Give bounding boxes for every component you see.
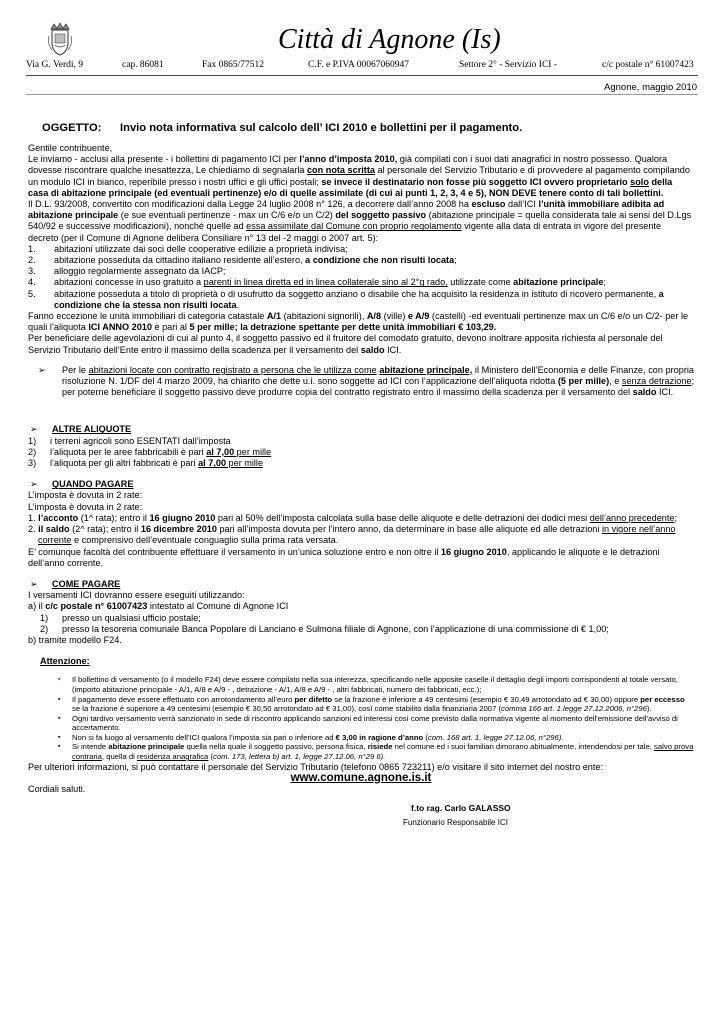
payment-option-b: b) tramite modello F24. xyxy=(28,634,122,645)
acconto-item: 1. l’acconto (1^ rata); entro il 16 giugno 2010 pari al 50% dell’imposta calcolata sulla base delle aliquote e delle detrazioni dei dodici mesi dell’anno precedente; xyxy=(28,512,678,523)
list-item: ▪ Ogni tardivo versamento verrà sanzionato in sede di riscontro applicando sanzioni ed interessi così come previsto dalla normativa vigente al momento dell'emissione dell'avviso di accertamento. xyxy=(58,713,678,733)
bullet-icon: ▪ xyxy=(58,695,61,703)
single-payment-note: E’ comunque facoltà del contribuente effettuare il versamento in un’unica soluzione entro e non oltre il 16 giugno 2010, applicando le aliquote e le detrazioni dell’anno corrente. xyxy=(28,546,660,568)
list-item: ▪ Il bollettino di versamento (o il modello F24) deve essere compilato nella sua interezza, specificando nelle apposite caselle il dettaglio degli importi corrispondenti al totale versato, (importo abitazione principale - A/1, A/8 e A/9 - , detrazione - A/1, A/8 e A/9 - , altri fabbricati, numero dei fabbricati, ecc.); xyxy=(58,675,678,694)
benefit-paragraph: Per beneficiare delle agevolazioni di cui al punto 4, il soggetto passivo ed il fruitore del comodato gratuito, devono inoltrare apposita richiesta al personale del Servizio Tributario dell’Ente entro il massimo della scadenza per il versamento del saldo ICI. xyxy=(28,333,663,355)
list-item: 3) l’aliquota per gli altri fabbricati è pari al 7,00 per mille xyxy=(28,458,264,469)
coat-of-arms-icon xyxy=(46,22,74,56)
subject-text: Invio nota informativa sul calcolo dell’ ICI 2010 e bollettini per il pagamento. xyxy=(120,122,523,134)
quando-pagare-heading: ➢ QUANDO PAGARE xyxy=(30,479,134,490)
letter-body xyxy=(28,143,694,829)
rented-note: ➢ Per le abitazioni locate con contratto registrato a persona che le utilizza come abitazione principale, il Ministero dell’Economia e delle Finanze, con propria risoluzione N. 1/DF del 4 marzo 2009, ha chiarito che dette u.i. sono soggette ad ICI con l’applicazione dell’aliquota ridotta (5 per mille), e senza detrazione; per poterne beneficiare il soggetto passivo deve produrre copia del contratto registrato entro il massimo della scadenza per il versamento del saldo ICI. xyxy=(38,364,694,398)
bullet-icon: ▪ xyxy=(58,676,61,684)
salutation: Gentile contribuente, xyxy=(28,143,113,153)
bullet-icon: ▪ xyxy=(58,714,61,722)
list-item: 2) l’aliquota per le aree fabbricabili è pari al 7,00 per mille xyxy=(28,446,272,457)
sector: Settore 2° - Servizio ICI - xyxy=(459,60,557,70)
address: Via G. Verdi, 9 xyxy=(26,60,84,70)
bullet-icon: ▪ xyxy=(58,743,61,751)
subject-label: OGGETTO: xyxy=(42,122,102,134)
exceptions-paragraph: Fanno eccezione le unità immobiliari di categoria catastale A/1 (abitazioni signorili), A/8 (ville) e A/9 (castelli) -ed eventuali pertinenze max un C/6 e/o un C/2- per le quali l’aliquota ICI ANNO 2010 è pari al 5 per mille; la detrazione spettante per dette unità immobiliari € 103,29. xyxy=(28,311,689,333)
list-item: 3. alloggio regolarmente assegnato da IACP; xyxy=(28,266,226,277)
intro-paragraph: Le inviamo - acclusi alla presente - i bollettini di pagamento ICI per l’anno d’imposta 2010, già compilati con i suoi dati anagrafici in nostro possesso. Qualora dovesse riscontrare qualche inesattezza, Le chiediamo di segnalarla con nota scritta al personale del Servizio Tributario e di provvedere al pagamento compilando un modulo ICI in bianco, reperibile presso i nostri uffici e gli uffici postali; se invece il destinatario non fosse più soggetto ICI ovvero proprietario solo della casa di abitazione principale (ed eventuali pertinenze) e/o di quelle assimilate (di cui ai punti 1, 2, 3, 4 e 5), NON DEVE tenere conto di tali bollettini. xyxy=(28,154,690,198)
fax-number: Fax 0865/77512 xyxy=(202,60,265,70)
come-pagare-heading: ➢ COME PAGARE xyxy=(30,578,121,589)
signature-name: f.to rag. Carlo GALASSO xyxy=(411,803,511,814)
bullet-icon: ▪ xyxy=(58,733,61,741)
payment-option-a: a) il c/c postale n° 61007423 intestato al Comune di Agnone ICI xyxy=(28,601,289,612)
arrow-icon: ➢ xyxy=(38,364,46,375)
list-item: 1. abitazioni utilizzate dai soci delle cooperative edilizie a proprietà indivisa; xyxy=(28,243,348,254)
list-item: 2. abitazione posseduta da cittadino italiano residente all’estero, a condizione che non risulti locata; xyxy=(28,255,457,266)
list-item: 5. abitazione posseduta a titolo di proprietà o di usufrutto da soggetto anziano o disabile che ha acquisito la residenza in istituto di ricovero permanente, a condizione che la stessa non risulti locata. xyxy=(28,288,664,310)
list-item: ▪ Non si fa luogo al versamento dell’ICI qualora l’imposta sia pari o inferiore ad € 3,00 in ragione d’anno (com. 168 art. 1, legge 27.12.06, n°296). xyxy=(58,732,564,742)
payment-sub-option: 1) presso un qualsiasi ufficio postale; xyxy=(40,612,201,623)
arrow-icon: ➢ xyxy=(30,424,38,435)
website-link[interactable]: www.comune.agnone.is.it xyxy=(290,771,432,784)
assimilated-list xyxy=(28,244,694,311)
law-paragraph: Il D.L. 93/2008, convertito con modificazioni dalla Legge 24 luglio 2008 n° 126, a decorrere dall’anno 2008 ha escluso dall’ICI l’unità immobiliare adibita ad abitazione principale (e sue eventuali pertinenze - max un C/6 e/o un C/2) del soggetto passivo (abitazione principale = quella considerata tale ai sensi del D.Lgs 540/92 e successive modificazioni), nonché quelle ad essa assimilate dal Comune con proprio regolamento vigente alla data di entrata in vigore del presente decreto (per il Comune di Agnone delibera Consiliare n° 13 del -2 maggi o 2007 art. 5): xyxy=(28,199,692,243)
saldo-item: 2. il saldo (2^ rata); entro il 16 dicembre 2010 pari all’imposta dovuta per l’intero anno, da determinare in base alle aliquote ed alle detrazioni in vigore nell’anno corrente e comprensivo dell’eventuale conguaglio sulla prima rata versata. xyxy=(28,524,676,546)
attention-heading: Attenzione: xyxy=(40,656,90,667)
closing-greeting: Cordiali saluti. xyxy=(28,784,86,795)
header-divider-2 xyxy=(26,94,698,95)
list-item: ▪ Si intende abitazione principale quella nella quale il soggetto passivo, persona fisica, risiede nel comune ed i suoi familiari dimorano abitualmente, intendendosi per tale, salvo prova contraria, quella di residenza anagrafica (com. 173, lettera b) art. 1, legge 27.12.06, n°29 6). xyxy=(58,742,694,762)
header-divider xyxy=(26,75,698,76)
payment-intro: I versamenti ICI dovranno essere eseguiti utilizzando: xyxy=(28,590,245,601)
list-item: 4. abitazioni concesse in uso gratuito a parenti in linea diretta ed in linea collaterale sino al 2°g rado, utilizzate come abitazione principale; xyxy=(28,277,606,288)
postal-code: cap. 86081 xyxy=(122,60,164,70)
signature-role: Funzionario Responsabile ICI xyxy=(403,818,508,828)
postal-account: c/c postale n° 61007423 xyxy=(602,60,694,70)
tax-code: C.F. e P.IVA 00067060947 xyxy=(308,60,409,70)
altre-aliquote-heading: ➢ ALTRE ALIQUOTE xyxy=(30,424,132,435)
payment-sub-option: 2) presso la tesoreria comunale Banca Popolare di Lanciano e Sulmona filiale di Agnone, con l’applicazione di una commissione di € 1,00; xyxy=(40,623,609,634)
city-title: Città di Agnone (Is) xyxy=(278,24,501,55)
arrow-icon: ➢ xyxy=(30,479,38,490)
list-item: 1) i terreni agricoli sono ESENTATI dall’imposta xyxy=(28,435,231,446)
subject-line xyxy=(42,122,522,134)
installments-line: L’imposta è dovuta in 2 rate: xyxy=(28,490,143,501)
date-line: Agnone, maggio 2010 xyxy=(604,82,697,93)
contact-info: Per ulteriori informazioni, si può contattare il personale del Servizio Tributario (telefono 0865 723211) e/o visitare il sito internet del nostro ente: xyxy=(28,761,604,772)
attention-list xyxy=(58,675,694,761)
arrow-icon: ➢ xyxy=(30,578,38,589)
list-item: ▪ Il pagamento deve essere effettuato con arrotondamento all’euro per difetto se la frazione è inferiore a 49 centesimi (esempio € 30,49 arrotondato ad € 30,00) oppure per eccesso se la frazione è superiore a 49 centesimi (esempio € 30,50 arrotondato ad € 31,00), così come stabilito dalla finanziaria 2007 (comma 166 art. 1 legge 27.12.2006, n°296). xyxy=(58,694,685,714)
installments-line: L’imposta è dovuta in 2 rate: xyxy=(28,501,143,512)
